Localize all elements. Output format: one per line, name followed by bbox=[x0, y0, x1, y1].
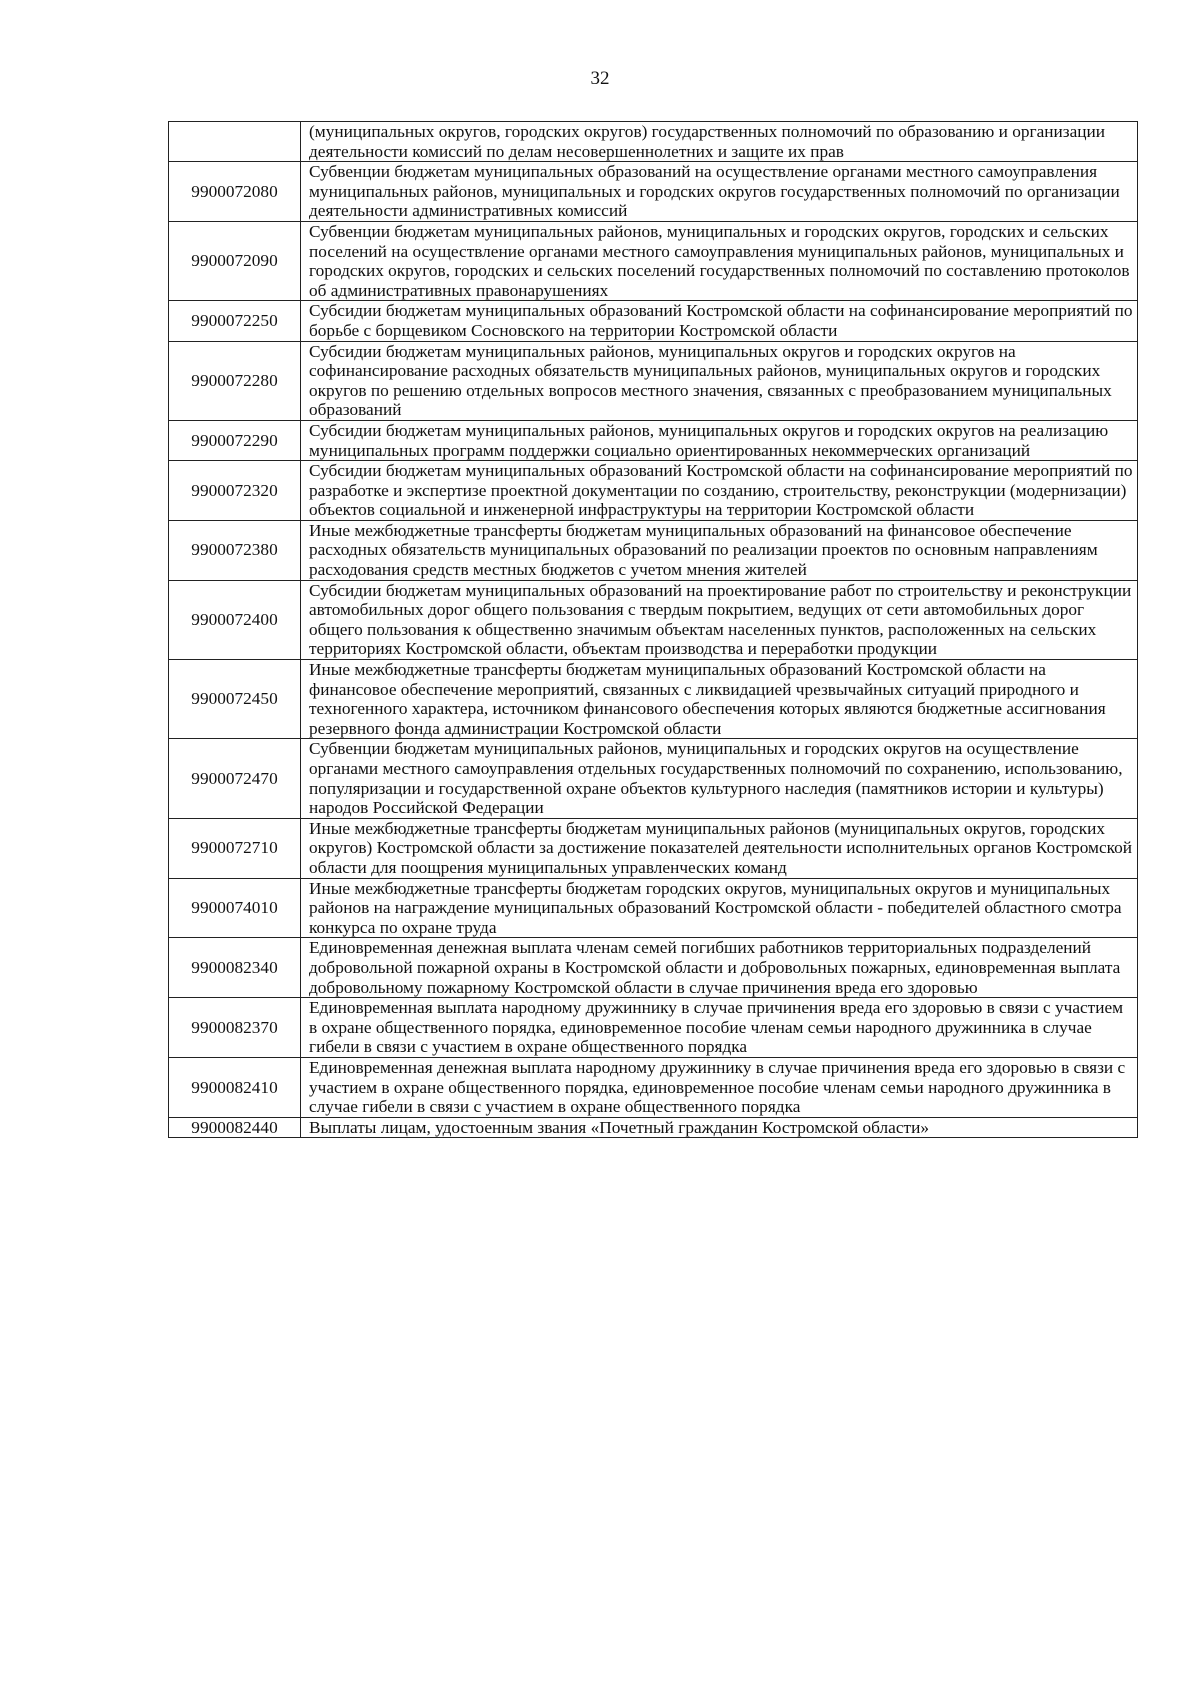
table-row bbox=[169, 998, 1138, 1058]
row-code: 9900072250 bbox=[169, 301, 301, 341]
row-code: 9900072470 bbox=[169, 739, 301, 818]
table-row bbox=[169, 520, 1138, 580]
row-description: Иные межбюджетные трансферты бюджетам городских округов, муниципальных округов и муниципальных районов на награждение муниципальных образований Костромской области - победителей областного смотра конкурса по охране труда bbox=[301, 878, 1138, 938]
row-description: Субвенции бюджетам муниципальных районов, муниципальных и городских округов, городских и сельских поселений на осуществление органами местного самоуправления муниципальных районов, муниципальных и городских округов, городских и сельских поселений государственных полномочий по составлению протоколов об административных правонарушениях bbox=[301, 221, 1138, 300]
row-description: Единовременная выплата народному дружиннику в случае причинения вреда его здоровью в связи с участием в охране общественного порядка, единовременное пособие членам семьи народного дружинника в случае гибели в связи с участием в охране общественного порядка bbox=[301, 998, 1138, 1058]
row-description: Иные межбюджетные трансферты бюджетам муниципальных образований Костромской области на финансовое обеспечение мероприятий, связанных с ликвидацией чрезвычайных ситуаций природного и техногенного характера, источником финансового обеспечения которых являются бюджетные ассигнования резервного фонда администрации Костромской области bbox=[301, 660, 1138, 739]
table-row bbox=[169, 420, 1138, 460]
row-code: 9900082440 bbox=[169, 1117, 301, 1138]
row-code: 9900072710 bbox=[169, 818, 301, 878]
table-row bbox=[169, 580, 1138, 659]
table-row bbox=[169, 122, 1138, 162]
table-row bbox=[169, 162, 1138, 222]
row-code: 9900072080 bbox=[169, 162, 301, 222]
row-code: 9900072320 bbox=[169, 461, 301, 521]
row-description: (муниципальных округов, городских округов) государственных полномочий по образованию и организации деятельности комиссий по делам несовершеннолетних и защите их прав bbox=[301, 122, 1138, 162]
table-row bbox=[169, 739, 1138, 818]
row-code: 9900082370 bbox=[169, 998, 301, 1058]
row-description: Иные межбюджетные трансферты бюджетам муниципальных районов (муниципальных округов, городских округов) Костромской области за достижение показателей деятельности исполнительных органов Костромской области для поощрения муниципальных управленческих команд bbox=[301, 818, 1138, 878]
row-code: 9900082410 bbox=[169, 1057, 301, 1117]
table-row bbox=[169, 938, 1138, 998]
row-description: Единовременная денежная выплата членам семей погибших работников территориальных подразделений добровольной пожарной охраны в Костромской области и добровольных пожарных, единовременная выплата добровольному пожарному Костромской области в случае причинения вреда его здоровью bbox=[301, 938, 1138, 998]
row-description: Субвенции бюджетам муниципальных районов, муниципальных и городских округов на осуществление органами местного самоуправления отдельных государственных полномочий по сохранению, использованию, популяризации и государственной охране объектов культурного наследия (памятников истории и культуры) народов Российской Федерации bbox=[301, 739, 1138, 818]
row-description: Субсидии бюджетам муниципальных районов, муниципальных округов и городских округов на софинансирование расходных обязательств муниципальных районов, муниципальных округов и городских округов по решению отдельных вопросов местного значения, связанных с преобразованием муниципальных образований bbox=[301, 341, 1138, 420]
row-code: 9900072400 bbox=[169, 580, 301, 659]
table-row bbox=[169, 818, 1138, 878]
row-code: 9900082340 bbox=[169, 938, 301, 998]
row-code: 9900072090 bbox=[169, 221, 301, 300]
table-row bbox=[169, 1117, 1138, 1138]
table-row bbox=[169, 341, 1138, 420]
row-description: Субсидии бюджетам муниципальных образований Костромской области на софинансирование мероприятий по разработке и экспертизе проектной документации по созданию, строительству, реконструкции (модернизации) объектов социальной и инженерной инфраструктуры на территории Костромской области bbox=[301, 461, 1138, 521]
row-description: Единовременная денежная выплата народному дружиннику в случае причинения вреда его здоровью в связи с участием в охране общественного порядка, единовременное пособие членам семьи народного дружинника в случае гибели в связи с участием в охране общественного порядка bbox=[301, 1057, 1138, 1117]
row-description: Иные межбюджетные трансферты бюджетам муниципальных образований на финансовое обеспечение расходных обязательств муниципальных образований по реализации проектов по основным направлениям расходования средств местных бюджетов с учетом мнения жителей bbox=[301, 520, 1138, 580]
table-row bbox=[169, 660, 1138, 739]
table-row bbox=[169, 878, 1138, 938]
table-row bbox=[169, 221, 1138, 300]
row-code: 9900072290 bbox=[169, 420, 301, 460]
row-code: 9900072380 bbox=[169, 520, 301, 580]
row-description: Субвенции бюджетам муниципальных образований на осуществление органами местного самоуправления муниципальных районов, муниципальных и городских округов государственных полномочий по организации деятельности административных комиссий bbox=[301, 162, 1138, 222]
page-number: 32 bbox=[590, 68, 610, 89]
table-row bbox=[169, 301, 1138, 341]
row-code: 9900072450 bbox=[169, 660, 301, 739]
row-description: Субсидии бюджетам муниципальных образований Костромской области на софинансирование мероприятий по борьбе с борщевиком Сосновского на территории Костромской области bbox=[301, 301, 1138, 341]
row-code: 9900072280 bbox=[169, 341, 301, 420]
row-description: Субсидии бюджетам муниципальных образований на проектирование работ по строительству и реконструкции автомобильных дорог общего пользования с твердым покрытием, ведущих от сети автомобильных дорог общего пользования к общественно значимым объектам населенных пунктов, расположенных на сельских территориях Костромской области, объектам производства и переработки продукции bbox=[301, 580, 1138, 659]
row-code: 9900074010 bbox=[169, 878, 301, 938]
row-description: Выплаты лицам, удостоенным звания «Почетный гражданин Костромской области» bbox=[301, 1117, 1138, 1138]
row-code bbox=[169, 122, 301, 162]
table-row bbox=[169, 1057, 1138, 1117]
row-description: Субсидии бюджетам муниципальных районов, муниципальных округов и городских округов на реализацию муниципальных программ поддержки социально ориентированных некоммерческих организаций bbox=[301, 420, 1138, 460]
budget-classification-table bbox=[168, 121, 1138, 1138]
table-row bbox=[169, 461, 1138, 521]
